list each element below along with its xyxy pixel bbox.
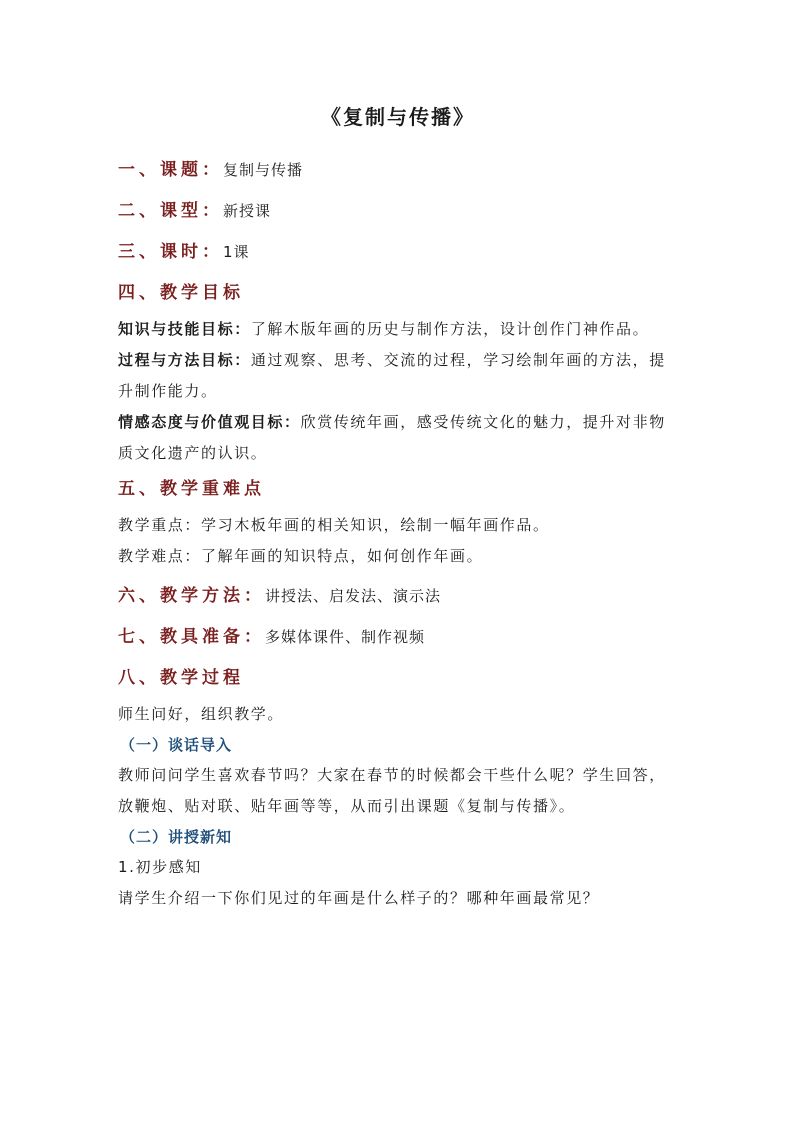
key-point-text: 教学重点：学习木板年画的相关知识，绘制一幅年画作品。 <box>118 516 550 534</box>
step1-text: 请学生介绍一下你们见过的年画是什么样子的？哪种年画最常见？ <box>118 889 600 907</box>
topic-value: 复制与传播 <box>223 161 304 179</box>
tools-line <box>118 617 678 658</box>
tools-value: 多媒体课件、制作视频 <box>265 628 426 646</box>
methods-value: 讲授法、启发法、演示法 <box>265 587 442 605</box>
document-page <box>118 100 678 914</box>
knowledge-objective-label: 知识与技能目标： <box>118 320 251 338</box>
knowledge-objective <box>118 314 678 345</box>
process-objective <box>118 345 678 407</box>
objectives-heading: 四、教学目标 <box>118 283 244 303</box>
part1-text: 教师问问学生喜欢春节吗？大家在春节的时候都会干些什么呢？学生回答，放鞭炮、贴对联、贴年画等等，从而引出课题《复制与传播》。 <box>118 766 666 815</box>
process-heading: 八、教学过程 <box>118 668 244 688</box>
knowledge-objective-text: 了解木版年画的历史与制作方法，设计创作门神作品。 <box>250 320 650 338</box>
emotion-objective-label: 情感态度与价值观目标： <box>118 413 301 431</box>
part1-heading: （一）谈话导入 <box>120 736 233 754</box>
methods-label: 六、教学方法： <box>118 586 265 606</box>
tools-label: 七、教具准备： <box>118 627 265 647</box>
lesson-type-line <box>118 191 678 232</box>
greeting-text: 师生问好，组织教学。 <box>118 705 285 723</box>
difficult-point-text: 教学难点：了解年画的知识特点，如何创作年画。 <box>118 547 484 565</box>
class-hours-value: 1课 <box>223 243 250 261</box>
lesson-type-value: 新授课 <box>223 202 272 220</box>
emotion-objective-text: 欣赏传统年画，感受传统文化的魅力，提升对非物质文化遗产的认识。 <box>118 413 666 462</box>
class-hours-line <box>118 232 678 273</box>
topic-line <box>118 150 678 191</box>
part2-heading: （二）讲授新知 <box>120 828 233 846</box>
step1-heading: 1.初步感知 <box>118 858 202 876</box>
emotion-objective <box>118 407 678 469</box>
topic-label: 一、课题： <box>118 160 223 180</box>
process-objective-label: 过程与方法目标： <box>118 351 251 369</box>
class-hours-label: 三、课时： <box>118 242 223 262</box>
key-points-heading: 五、教学重难点 <box>118 479 265 499</box>
document-title: 《复制与传播》 <box>321 105 475 129</box>
methods-line <box>118 576 678 617</box>
lesson-type-label: 二、课型： <box>118 201 223 221</box>
process-objective-text: 通过观察、思考、交流的过程，学习绘制年画的方法，提升制作能力。 <box>118 351 666 400</box>
